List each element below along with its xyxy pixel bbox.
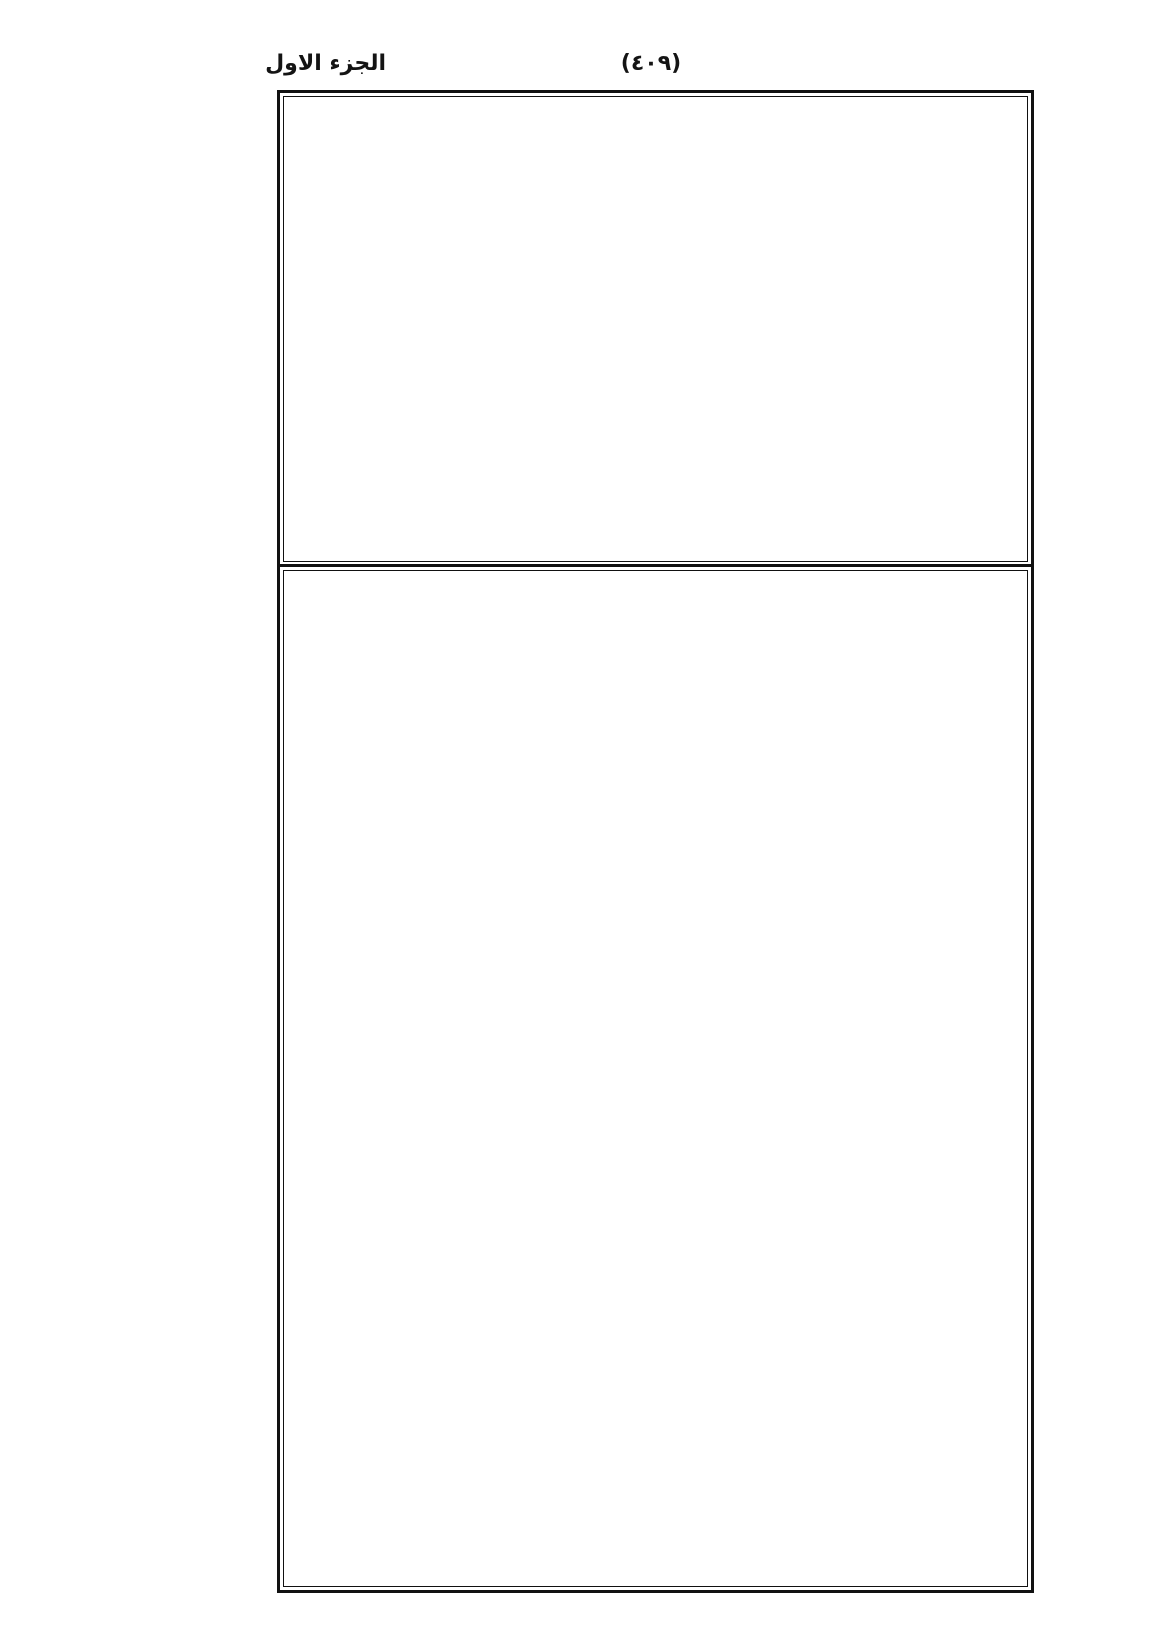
commentary-line bbox=[298, 1062, 1014, 1106]
commentary-line bbox=[298, 1323, 1014, 1367]
commentary-line bbox=[298, 1540, 1014, 1584]
commentary-line bbox=[298, 888, 1014, 932]
commentary-line bbox=[298, 627, 1014, 671]
commentary-line bbox=[298, 670, 1014, 714]
box-divider bbox=[277, 564, 1034, 567]
commentary-line bbox=[298, 1453, 1014, 1497]
commentary-line bbox=[298, 1279, 1014, 1323]
hadith-line bbox=[298, 399, 1014, 438]
hadith-line bbox=[298, 514, 1014, 553]
hadith-line bbox=[298, 476, 1014, 515]
page-number: (٤٠٩) bbox=[620, 51, 682, 76]
commentary-line bbox=[298, 1410, 1014, 1454]
commentary-line bbox=[298, 801, 1014, 845]
commentary-line bbox=[298, 1236, 1014, 1280]
hadith-line bbox=[298, 437, 1014, 476]
commentary-line bbox=[298, 1018, 1014, 1062]
commentary-line bbox=[298, 1192, 1014, 1236]
hadith-line bbox=[298, 129, 1014, 168]
hadith-line bbox=[298, 322, 1014, 361]
commentary-line bbox=[298, 1366, 1014, 1410]
hadith-line bbox=[298, 168, 1014, 207]
hadith-line bbox=[298, 245, 1014, 284]
commentary-line bbox=[298, 1149, 1014, 1193]
commentary-text bbox=[298, 583, 1014, 1584]
hadith-line bbox=[298, 206, 1014, 245]
commentary-line bbox=[298, 975, 1014, 1019]
commentary-line bbox=[298, 757, 1014, 801]
commentary-line bbox=[298, 714, 1014, 758]
commentary-line bbox=[298, 844, 1014, 888]
commentary-line bbox=[298, 1497, 1014, 1541]
hadith-text bbox=[298, 129, 1014, 553]
commentary-line bbox=[298, 583, 1014, 627]
volume-label: الجزء الاول bbox=[265, 51, 386, 76]
commentary-line bbox=[298, 1105, 1014, 1149]
commentary-line bbox=[298, 931, 1014, 975]
hadith-line bbox=[298, 360, 1014, 399]
hadith-line bbox=[298, 283, 1014, 322]
